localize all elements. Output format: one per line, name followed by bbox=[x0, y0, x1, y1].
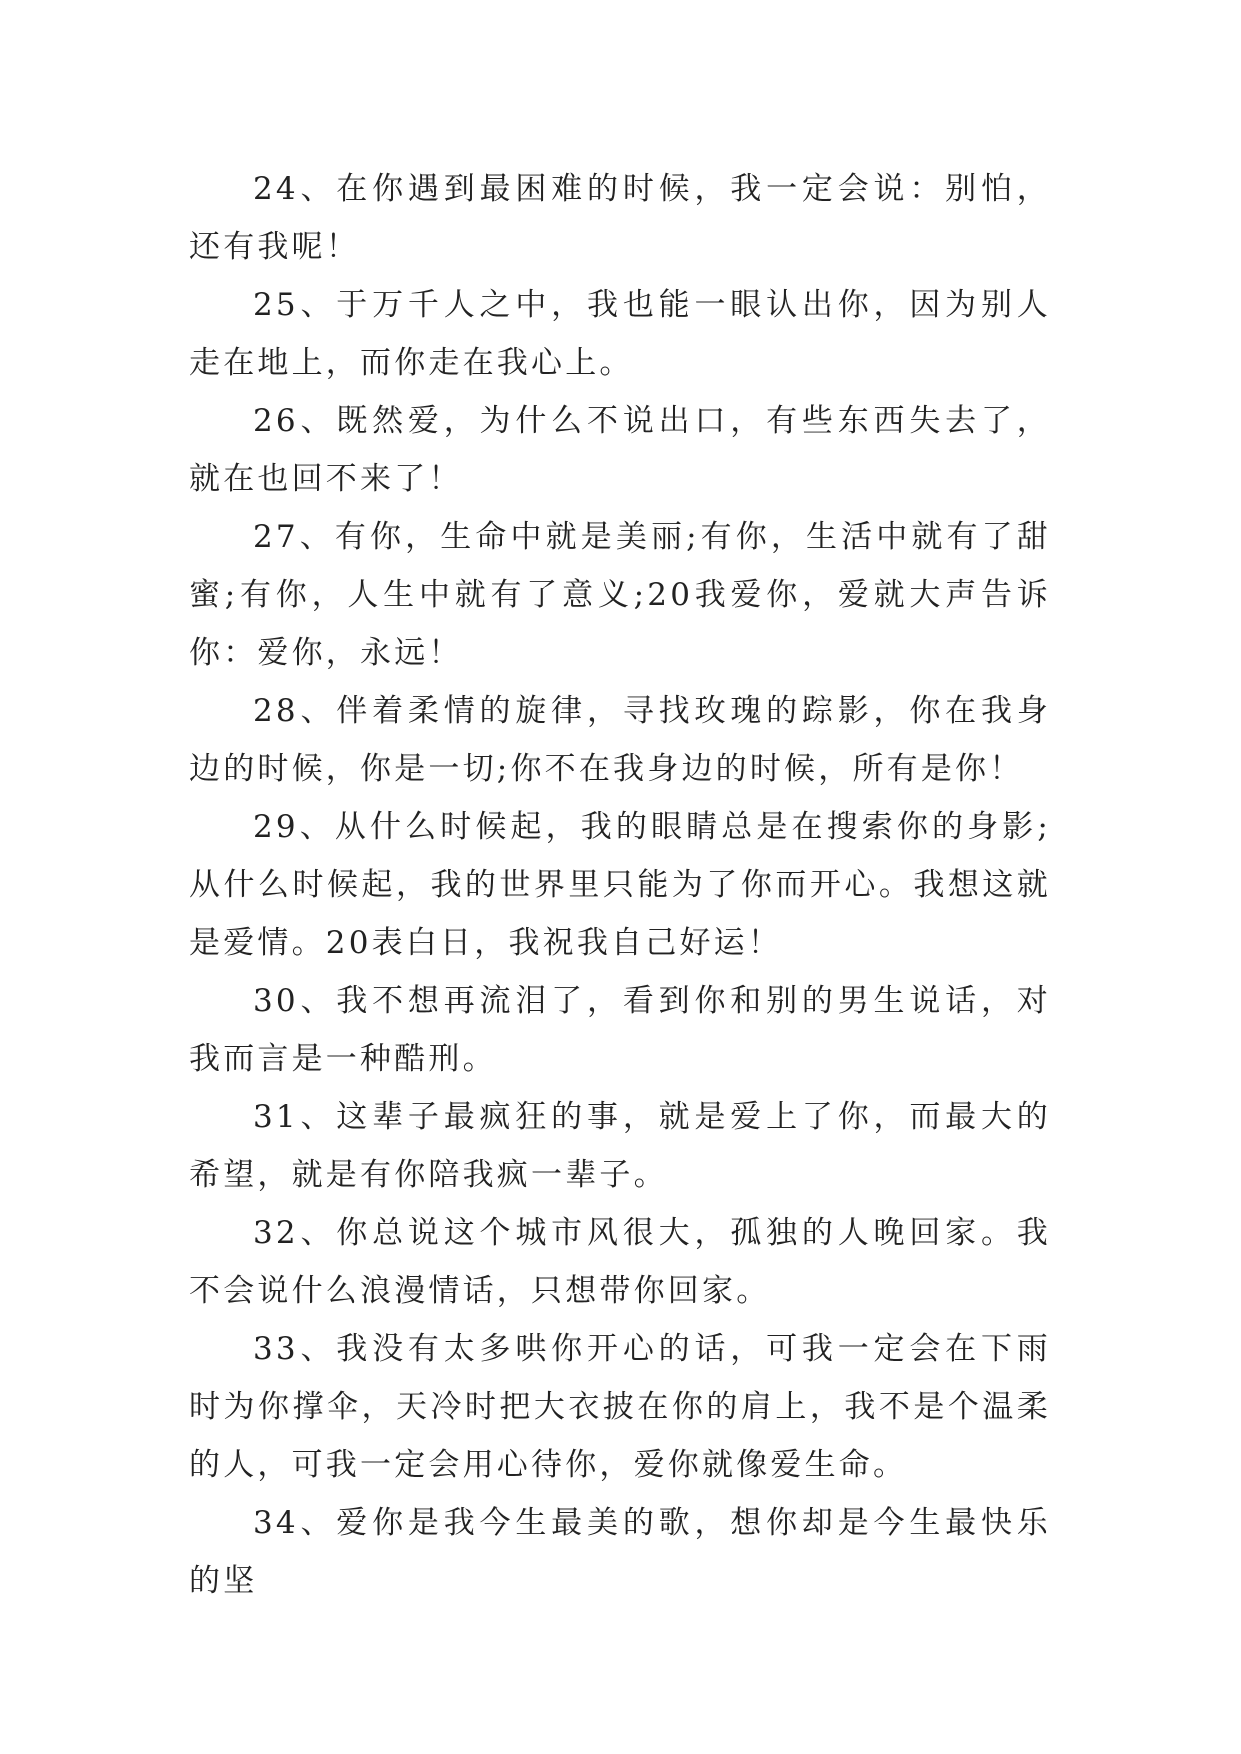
paragraph-24: 24、在你遇到最困难的时候，我一定会说：别怕，还有我呢！ bbox=[189, 171, 1051, 265]
paragraph-26: 26、既然爱，为什么不说出口，有些东西失去了，就在也回不来了！ bbox=[189, 403, 1051, 497]
document-body bbox=[189, 160, 1051, 1610]
paragraph-29: 29、从什么时候起，我的眼睛总是在搜索你的身影;从什么时候起，我的世界里只能为了你而开心。我想这就是爱情。20表白日，我祝我自己好运！ bbox=[189, 809, 1051, 961]
paragraph-27: 27、有你，生命中就是美丽;有你，生活中就有了甜蜜;有你，人生中就有了意义;20我爱你，爱就大声告诉你：爱你，永远！ bbox=[189, 519, 1051, 671]
paragraph-32: 32、你总说这个城市风很大，孤独的人晚回家。我不会说什么浪漫情话，只想带你回家。 bbox=[189, 1215, 1051, 1309]
paragraph-34: 34、爱你是我今生最美的歌，想你却是今生最快乐的坚 bbox=[189, 1505, 1051, 1599]
paragraph-30: 30、我不想再流泪了，看到你和别的男生说话，对我而言是一种酷刑。 bbox=[189, 983, 1051, 1077]
paragraph-28: 28、伴着柔情的旋律，寻找玫瑰的踪影，你在我身边的时候，你是一切;你不在我身边的时候，所有是你！ bbox=[189, 693, 1051, 787]
paragraph-25: 25、于万千人之中，我也能一眼认出你，因为别人走在地上，而你走在我心上。 bbox=[189, 287, 1051, 381]
paragraph-31: 31、这辈子最疯狂的事，就是爱上了你，而最大的希望，就是有你陪我疯一辈子。 bbox=[189, 1099, 1051, 1193]
paragraph-33: 33、我没有太多哄你开心的话，可我一定会在下雨时为你撑伞，天冷时把大衣披在你的肩上，我不是个温柔的人，可我一定会用心待你，爱你就像爱生命。 bbox=[189, 1331, 1051, 1483]
